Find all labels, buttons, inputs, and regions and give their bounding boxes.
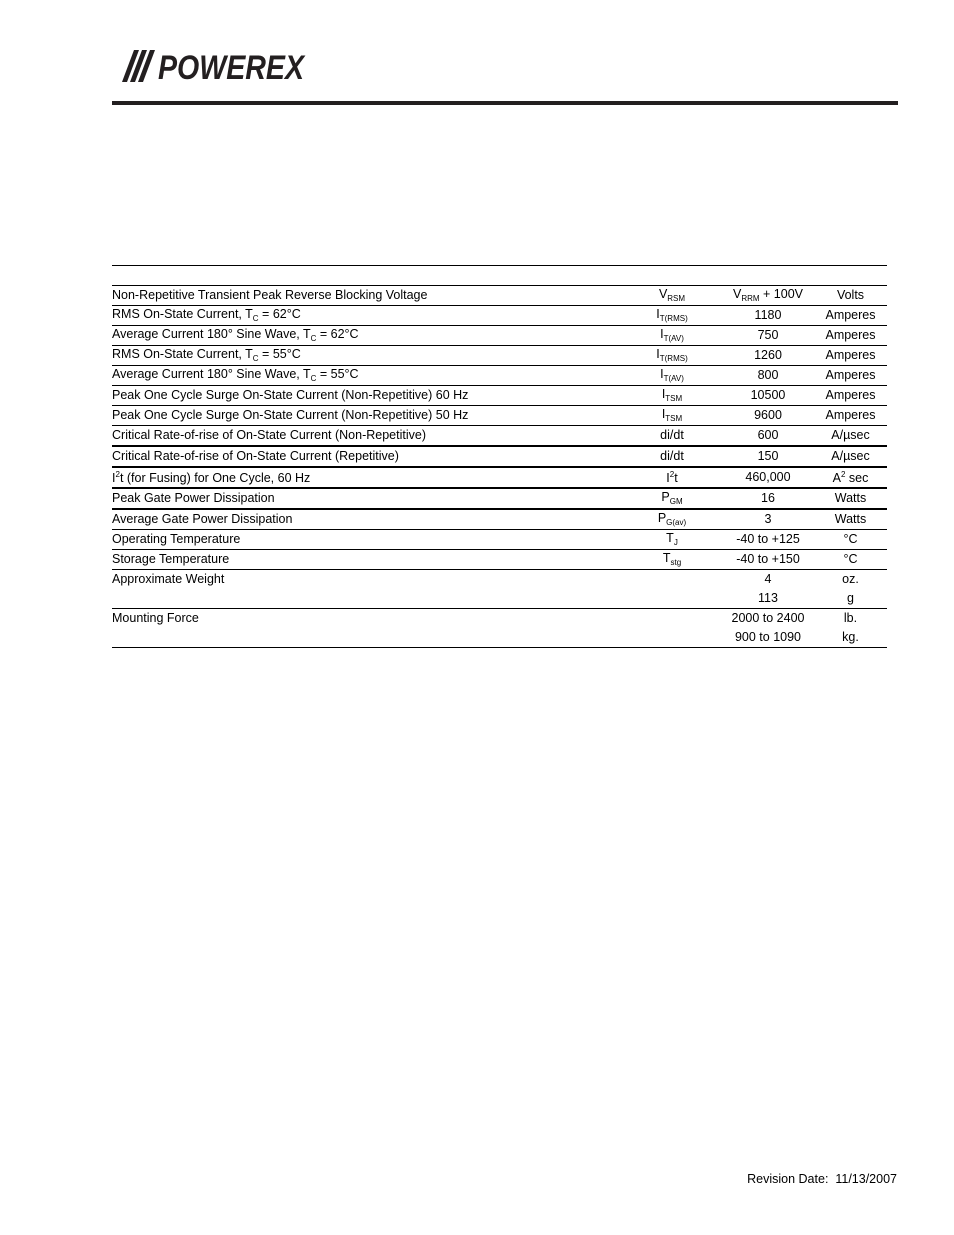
parameter-text: Peak Gate Power Dissipation [112, 491, 275, 506]
symbol-text: 2 [669, 469, 675, 479]
symbol-cell [622, 426, 722, 447]
value-text: 113 [758, 591, 778, 606]
table-row [112, 366, 887, 386]
symbol-text: TSM [665, 394, 683, 403]
symbol-text: I [661, 407, 666, 421]
unit-cell: Watts [814, 488, 887, 509]
parameter-text: Average Gate Power Dissipation [112, 512, 293, 527]
parameter-cell [112, 589, 622, 609]
parameter-text: Operating Temperature [112, 532, 241, 547]
parameter-cell [112, 509, 622, 530]
value-text: -40 to +125 [736, 532, 800, 547]
unit-cell: Amperes [814, 326, 887, 346]
parameter-cell [112, 446, 622, 467]
value-cell [722, 406, 814, 426]
parameter-text: RMS On-State Current, T [112, 347, 253, 361]
table-row [112, 589, 887, 609]
parameter-cell [112, 488, 622, 509]
value-cell [722, 628, 814, 648]
unit-cell: Volts [814, 286, 887, 306]
symbol-cell [622, 366, 722, 386]
symbol-cell [622, 570, 722, 590]
value-cell [722, 570, 814, 590]
value-cell [722, 386, 814, 406]
symbol-text: GM [669, 497, 683, 506]
symbol-text: J [673, 538, 678, 547]
parameter-cell [112, 346, 622, 366]
value-text: 750 [757, 328, 779, 343]
table-row [112, 570, 887, 590]
value-cell [722, 346, 814, 366]
symbol-cell [622, 530, 722, 550]
table-row [112, 509, 887, 530]
symbol-text: di/dt [660, 428, 684, 443]
value-cell [722, 426, 814, 447]
revision-value: 11/13/2007 [835, 1172, 897, 1186]
parameter-text: Mounting Force [112, 611, 199, 626]
parameter-text: C [252, 314, 259, 323]
table-row [112, 386, 887, 406]
unit-text: A [832, 470, 841, 485]
table-row [112, 628, 887, 648]
parameter-text: 2 [115, 469, 120, 479]
value-text: 9600 [754, 408, 782, 423]
parameter-cell [112, 570, 622, 590]
value-cell [722, 530, 814, 550]
symbol-cell [622, 488, 722, 509]
parameter-text: I [112, 470, 116, 485]
symbol-text: T [662, 551, 671, 565]
parameter-cell [112, 609, 622, 629]
symbol-cell [622, 386, 722, 406]
value-text: 10500 [750, 388, 786, 403]
unit-cell: Amperes [814, 386, 887, 406]
parameter-text: Non-Repetitive Transient Peak Reverse Blocking Voltage [112, 288, 428, 303]
symbol-cell [622, 609, 722, 629]
symbol-text: TSM [665, 414, 683, 423]
value-text: 150 [757, 449, 779, 464]
symbol-text: P [661, 490, 670, 504]
symbol-text: I [660, 327, 664, 341]
unit-cell: Amperes [814, 406, 887, 426]
parameter-text: Average Current 180° Sine Wave, T [112, 367, 311, 381]
symbol-text: t [674, 470, 678, 485]
unit-cell: °C [814, 530, 887, 550]
value-text: 460,000 [745, 470, 791, 485]
value-text: V [732, 287, 742, 301]
parameter-text: C [310, 374, 317, 383]
parameter-text: C [310, 334, 317, 343]
parameter-cell [112, 366, 622, 386]
table-row [112, 286, 887, 306]
symbol-text: T [666, 531, 674, 545]
value-text: + 100V [759, 287, 803, 301]
table-row [112, 446, 887, 467]
parameter-cell [112, 426, 622, 447]
value-cell [722, 467, 814, 488]
value-text: 4 [764, 572, 772, 587]
table-row [112, 406, 887, 426]
symbol-text: stg [670, 558, 682, 567]
symbol-text: G(av) [666, 518, 687, 527]
logo-wordmark: POWEREX [158, 49, 306, 87]
unit-text: sec [845, 470, 869, 485]
parameter-text: Peak One Cycle Surge On-State Current (Non-Repetitive) 60 Hz [112, 388, 469, 403]
value-cell [722, 366, 814, 386]
parameter-cell [112, 306, 622, 326]
parameter-text: = 62°C [258, 307, 301, 321]
unit-cell: oz. [814, 570, 887, 590]
value-text: -40 to +150 [736, 552, 800, 567]
parameter-text: t (for Fusing) for One Cycle, 60 Hz [119, 470, 311, 485]
symbol-cell [622, 326, 722, 346]
unit-text: 2 [840, 469, 846, 479]
value-cell [722, 326, 814, 346]
symbol-cell [622, 406, 722, 426]
symbol-text: I [661, 387, 666, 401]
parameter-text: C [252, 354, 259, 363]
parameter-cell [112, 286, 622, 306]
symbol-text: P [657, 511, 667, 525]
symbol-text: T(RMS) [659, 314, 688, 323]
symbol-cell [622, 628, 722, 648]
value-cell [722, 488, 814, 509]
unit-cell: kg. [814, 628, 887, 648]
value-cell [722, 550, 814, 570]
parameter-text: = 55°C [258, 347, 301, 361]
parameter-cell [112, 406, 622, 426]
symbol-cell [622, 306, 722, 326]
value-text: 2000 to 2400 [731, 611, 805, 626]
value-text: 800 [757, 368, 779, 383]
parameter-text: Average Current 180° Sine Wave, T [112, 327, 311, 341]
parameter-text: Storage Temperature [112, 552, 230, 567]
symbol-cell [622, 467, 722, 488]
symbol-cell [622, 589, 722, 609]
value-text: 1260 [754, 348, 782, 363]
unit-cell: Amperes [814, 346, 887, 366]
table-row [112, 326, 887, 346]
parameter-text: Critical Rate-of-rise of On-State Current (Repetitive) [112, 449, 399, 464]
table-row [112, 530, 887, 550]
symbol-text: T(AV) [663, 334, 684, 343]
symbol-text: di/dt [660, 449, 684, 464]
table-row [112, 467, 887, 488]
symbol-text: I [660, 367, 664, 381]
header-rule [112, 101, 898, 105]
table-row [112, 346, 887, 366]
parameter-text: Peak One Cycle Surge On-State Current (Non-Repetitive) 50 Hz [112, 408, 469, 423]
unit-cell: °C [814, 550, 887, 570]
value-cell [722, 589, 814, 609]
value-text: 1180 [754, 308, 782, 323]
value-cell [722, 306, 814, 326]
table-row [112, 306, 887, 326]
symbol-cell [622, 509, 722, 530]
value-text: RRM [741, 294, 760, 303]
unit-cell: Amperes [814, 366, 887, 386]
unit-cell: lb. [814, 609, 887, 629]
symbol-text: I [666, 470, 670, 485]
symbol-text: I [656, 347, 660, 361]
table-row [112, 550, 887, 570]
value-cell [722, 286, 814, 306]
parameter-text: RMS On-State Current, T [112, 307, 253, 321]
value-cell [722, 446, 814, 467]
powerex-logo-graphic [120, 48, 306, 87]
symbol-text: RSM [667, 294, 686, 303]
table-row [112, 488, 887, 509]
parameter-text: = 55°C [316, 367, 359, 381]
parameter-cell [112, 326, 622, 346]
unit-cell [814, 467, 887, 488]
value-cell [722, 609, 814, 629]
ratings-table [112, 265, 887, 648]
unit-cell: Amperes [814, 306, 887, 326]
table-row [112, 609, 887, 629]
symbol-cell [622, 550, 722, 570]
symbol-cell [622, 446, 722, 467]
symbol-text: T(RMS) [659, 354, 688, 363]
parameter-cell [112, 467, 622, 488]
parameter-text: = 62°C [316, 327, 359, 341]
symbol-text: I [656, 307, 660, 321]
revision-label: Revision Date: [747, 1172, 836, 1186]
parameter-text: Approximate Weight [112, 572, 225, 587]
parameter-text: Critical Rate-of-rise of On-State Current (Non-Repetitive) [112, 428, 426, 443]
parameter-cell [112, 550, 622, 570]
table-header-row [112, 266, 887, 286]
parameter-cell [112, 386, 622, 406]
table-row [112, 426, 887, 447]
value-text: 600 [757, 428, 779, 443]
unit-cell: g [847, 591, 854, 606]
unit-cell: A/µsec [814, 446, 887, 467]
unit-cell: A/µsec [814, 426, 887, 447]
unit-cell: Watts [814, 509, 887, 530]
parameter-cell [112, 628, 622, 648]
symbol-text: T(AV) [663, 374, 684, 383]
value-cell [722, 509, 814, 530]
parameter-cell [112, 530, 622, 550]
revision-date [747, 1172, 897, 1186]
value-text: 16 [761, 491, 775, 506]
symbol-cell [622, 346, 722, 366]
value-text: 900 to 1090 [734, 630, 802, 645]
value-text: 3 [764, 512, 772, 527]
symbol-text: V [658, 287, 668, 301]
powerex-logo [120, 48, 306, 87]
symbol-cell [622, 286, 722, 306]
